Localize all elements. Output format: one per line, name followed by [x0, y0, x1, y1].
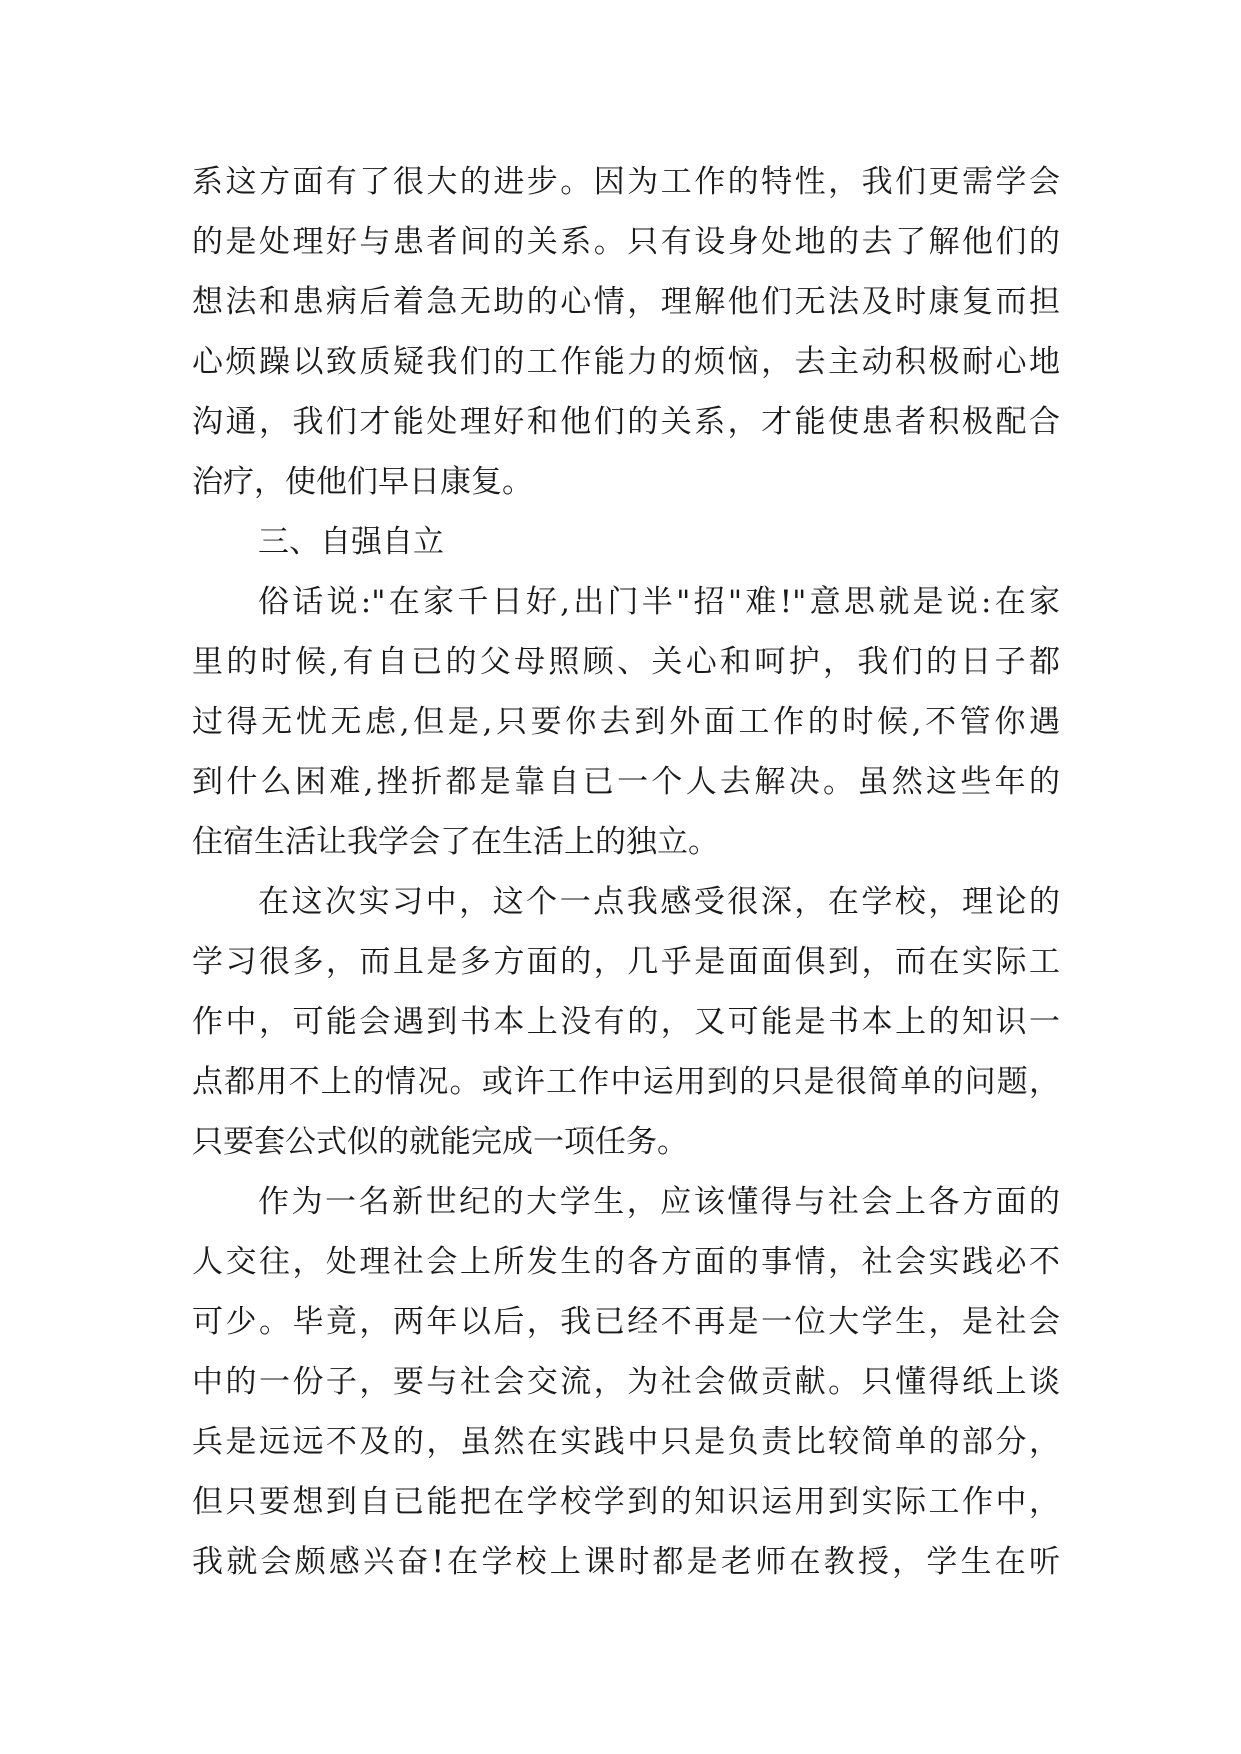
text-line: 在这次实习中，这个一点我感受很深，在学校，理论的 — [258, 884, 1060, 920]
text-line: 俗话说:"在家千日好,出门半"招"难!"意思就是说:在家 — [258, 584, 1060, 620]
text-line: 学习很多，而且是多方面的，几乎是面面俱到，而在实际工 — [192, 944, 1060, 980]
text-line: 我就会颇感兴奋!在学校上课时都是老师在教授，学生在听 — [192, 1544, 1060, 1580]
text-line: 但只要想到自已能把在学校学到的知识运用到实际工作中， — [192, 1484, 1060, 1520]
text-line: 兵是远远不及的，虽然在实践中只是负责比较简单的部分， — [192, 1424, 1060, 1460]
text-line: 中的一份子，要与社会交流，为社会做贡献。只懂得纸上谈 — [192, 1364, 1060, 1400]
text-line: 可少。毕竟，两年以后，我已经不再是一位大学生，是社会 — [192, 1304, 1060, 1340]
text-line: 点都用不上的情况。或许工作中运用到的只是很简单的问题， — [192, 1064, 1060, 1100]
text-line: 心烦躁以致质疑我们的工作能力的烦恼，去主动积极耐心地 — [192, 344, 1060, 380]
text-line: 三、自强自立 — [258, 524, 444, 560]
text-line: 沟通，我们才能处理好和他们的关系，才能使患者积极配合 — [192, 404, 1060, 440]
text-line: 的是处理好与患者间的关系。只有设身处地的去了解他们的 — [192, 224, 1060, 260]
text-line: 作为一名新世纪的大学生，应该懂得与社会上各方面的 — [258, 1184, 1060, 1220]
text-line: 想法和患病后着急无助的心情，理解他们无法及时康复而担 — [192, 284, 1060, 320]
text-line: 治疗，使他们早日康复。 — [192, 464, 533, 500]
text-line: 作中，可能会遇到书本上没有的，又可能是书本上的知识一 — [192, 1004, 1060, 1040]
text-line: 过得无忧无虑,但是,只要你去到外面工作的时候,不管你遇 — [192, 704, 1060, 740]
text-line: 只要套公式似的就能完成一项任务。 — [192, 1124, 688, 1160]
body-text — [192, 152, 1060, 1592]
text-line: 到什么困难,挫折都是靠自已一个人去解决。虽然这些年的 — [192, 764, 1060, 800]
text-line: 系这方面有了很大的进步。因为工作的特性，我们更需学会 — [192, 164, 1060, 200]
text-line: 人交往，处理社会上所发生的各方面的事情，社会实践必不 — [192, 1244, 1060, 1280]
text-line: 住宿生活让我学会了在生活上的独立。 — [192, 824, 719, 860]
text-line: 里的时候,有自已的父母照顾、关心和呵护，我们的日子都 — [192, 644, 1060, 680]
